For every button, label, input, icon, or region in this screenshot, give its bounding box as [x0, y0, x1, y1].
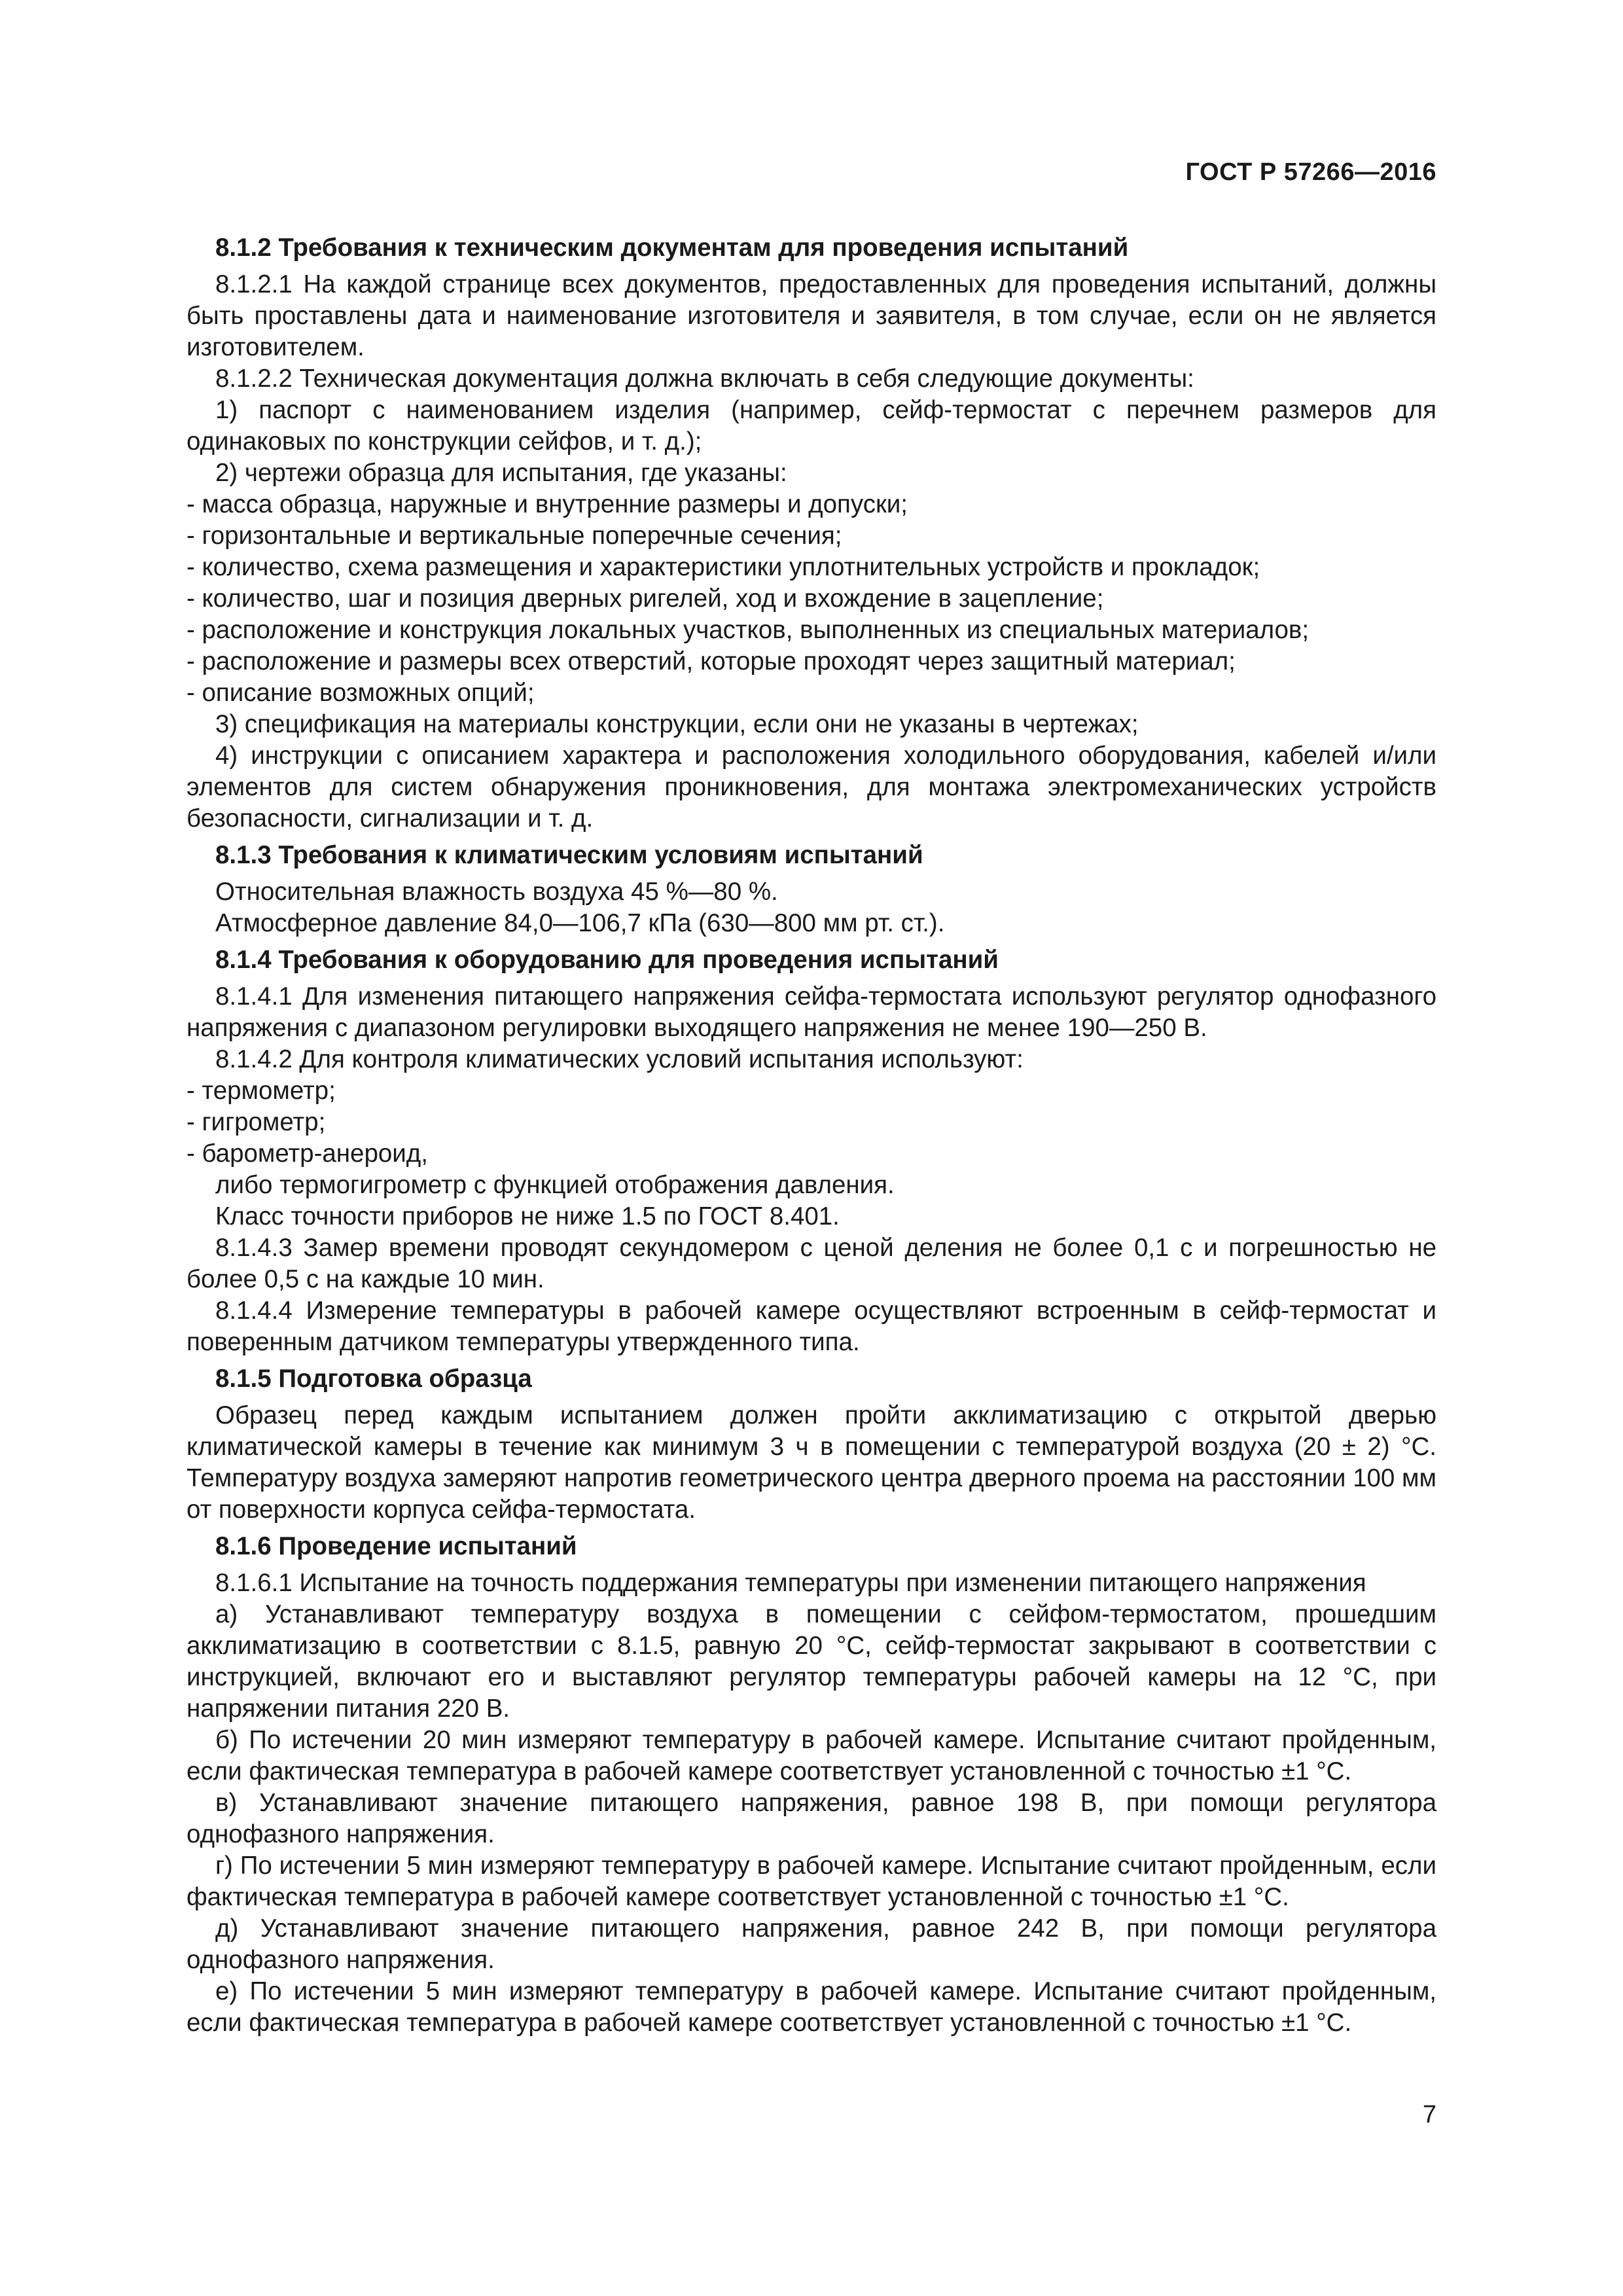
section-heading: 8.1.4 Требования к оборудованию для проведения испытаний: [215, 946, 999, 974]
list-item: 3) спецификация на материалы конструкции, если они не указаны в чертежах;: [215, 710, 1139, 738]
section-heading: 8.1.3 Требования к климатическим условиям испытаний: [215, 841, 923, 869]
list-item: е) По истечении 5 мин измеряют температуру в рабочей камере. Испытание считают пройденным, если фактическая температура в рабочей камере соответствует установленной с точностью ±1 °С.: [187, 1977, 1436, 2037]
paragraph: 8.1.4.1 Для изменения питающего напряжения сейфа-термостата используют регулятор однофазного напряжения с диапазоном регулировки выходящего напряжения не менее 190—250 В.: [187, 982, 1436, 1042]
paragraph: 8.1.4.2 Для контроля климатических условий испытания используют:: [215, 1045, 1024, 1073]
list-item: - термометр;: [187, 1077, 336, 1105]
list-item: - масса образца, наружные и внутренние размеры и допуски;: [187, 490, 908, 518]
paragraph: либо термогигрометр с функцией отображения давления.: [215, 1171, 895, 1199]
list-item: а) Устанавливают температуру воздуха в помещении с сейфом-термостатом, прошедшим акклиматизацию в соответствии с 8.1.5, равную 20 °С, сейф-термостат закрывают в соответствии с инструкцией, включают его и выставляют регулятор температуры рабочей камеры на 12 °С, при напряжении питания 220 В.: [187, 1600, 1436, 1723]
paragraph: Образец перед каждым испытанием должен пройти акклиматизацию с открытой дверью климатической камеры в течение как минимум 3 ч в помещении с температурой воздуха (20 ± 2) °С. Температуру воздуха замеряют напротив геометрического центра дверного проема на расстоянии 100 мм от поверхности корпуса сейфа-термостата.: [187, 1401, 1436, 1524]
list-item: - расположение и размеры всех отверстий, которые проходят через защитный материал;: [187, 647, 1236, 675]
list-item: б) По истечении 20 мин измеряют температуру в рабочей камере. Испытание считают пройденным, если фактическая температура в рабочей камере соответствует установленной с точностью ±1 °С.: [187, 1726, 1436, 1785]
list-item: - гигрометр;: [187, 1108, 326, 1136]
section-heading: 8.1.2 Требования к техническим документам для проведения испытаний: [215, 234, 1129, 262]
standard-code: ГОСТ Р 57266—2016: [1185, 158, 1436, 186]
paragraph: 8.1.4.4 Измерение температуры в рабочей камере осуществляют встроенным в сейф-термостат и поверенным датчиком температуры утвержденного типа.: [187, 1297, 1436, 1356]
paragraph: 8.1.6.1 Испытание на точность поддержания температуры при изменении питающего напряжения: [215, 1569, 1366, 1597]
list-item: - количество, шаг и позиция дверных ригелей, ход и вхождение в зацепление;: [187, 584, 1104, 613]
list-item: - количество, схема размещения и характеристики уплотнительных устройств и прокладок;: [187, 553, 1260, 581]
list-item: 4) инструкции с описанием характера и расположения холодильного оборудования, кабелей и/или элементов для систем обнаружения проникновения, для монтажа электромеханических устройств безопасности, сигнализации и т. д.: [187, 742, 1436, 833]
section-heading: 8.1.6 Проведение испытаний: [215, 1532, 577, 1560]
list-item: - горизонтальные и вертикальные поперечные сечения;: [187, 522, 842, 550]
list-item: - барометр-анероид,: [187, 1139, 428, 1168]
paragraph: 8.1.2.1 На каждой странице всех документов, предоставленных для проведения испытаний, должны быть проставлены дата и наименование изготовителя и заявителя, в том случае, если он не является изготовителем.: [187, 270, 1436, 361]
section-heading: 8.1.5 Подготовка образца: [215, 1365, 532, 1393]
paragraph: Относительная влажность воздуха 45 %—80 %.: [215, 878, 778, 906]
list-item: д) Устанавливают значение питающего напряжения, равное 242 В, при помощи регулятора однофазного напряжения.: [187, 1914, 1436, 1974]
list-item: - расположение и конструкция локальных участков, выполненных из специальных материалов;: [187, 616, 1310, 644]
paragraph: Класс точности приборов не ниже 1.5 по ГОСТ 8.401.: [215, 1202, 840, 1230]
list-item: - описание возможных опций;: [187, 679, 535, 707]
list-item: г) По истечении 5 мин измеряют температуру в рабочей камере. Испытание считают пройденным, если фактическая температура в рабочей камере соответствует установленной с точностью ±1 °С.: [187, 1852, 1436, 1911]
list-item: 1) паспорт с наименованием изделия (например, сейф-термостат с перечнем размеров для одинаковых по конструкции сейфов, и т. д.);: [187, 396, 1436, 456]
paragraph: Атмосферное давление 84,0—106,7 кПа (630—800 мм рт. ст.).: [215, 909, 945, 937]
list-item: 2) чертежи образца для испытания, где указаны:: [215, 459, 787, 487]
list-item: в) Устанавливают значение питающего напряжения, равное 198 В, при помощи регулятора однофазного напряжения.: [187, 1789, 1436, 1848]
paragraph: 8.1.2.2 Техническая документация должна включать в себя следующие документы:: [215, 365, 1194, 393]
page-number: 7: [1422, 2101, 1436, 2128]
paragraph: 8.1.4.3 Замер времени проводят секундомером с ценой деления не более 0,1 с и погрешностью не более 0,5 с на каждые 10 мин.: [187, 1234, 1436, 1293]
document-body: [187, 232, 1436, 2039]
